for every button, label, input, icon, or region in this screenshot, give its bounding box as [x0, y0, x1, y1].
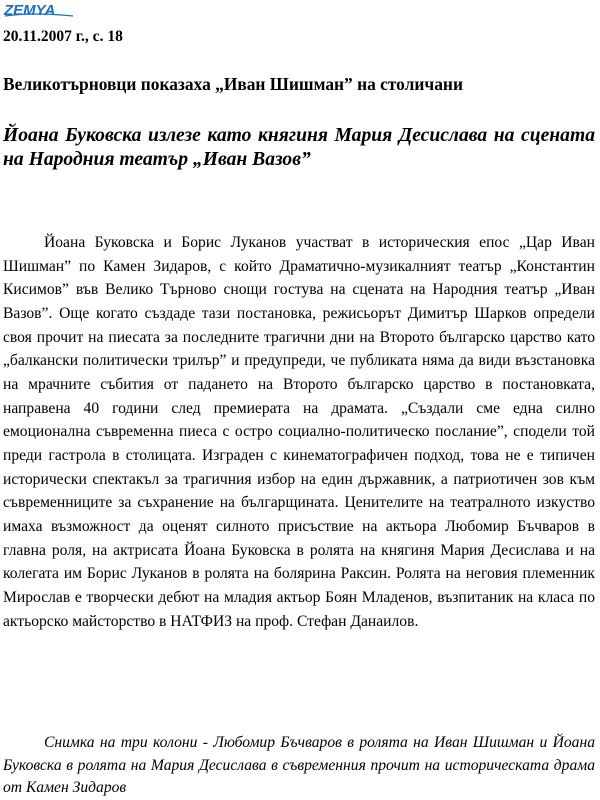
newspaper-logo	[3, 2, 123, 18]
article-headline: Великотърновци показаха „Иван Шишман” на столичани	[3, 74, 463, 94]
logo-graphic	[3, 2, 123, 18]
logo-wordmark: ZEMYA	[4, 2, 56, 18]
dateline: 20.11.2007 г., с. 18	[3, 28, 123, 45]
article-body: Йоана Буковска и Борис Луканов участват в историческия епос „Цар Иван Шишман” по Камен Зидаров, с който Драматично-музикалният театър „Константин Кисимов” във Велико Търново снощи гостува на сцената на Народния театър „Иван Вазов”. Още когато създаде тази постановка, режисьорът Димитър Шарков определи своя прочит на пиесата за последните трагични дни на Второто българско царство като „балкански политически трилър” и предупреди, че публиката няма да види възстановка на мрачните събития от падането на Второто българско царство в постановката, направена 40 години след премиерата на драмата. „Създали сме една силно емоционална съвременна пиеса с остро социално-политическо послание”, сподели той преди гастрола в столицата. Изграден с кинематографичен подход, това не е типичен исторически спектакъл за трагичния избор на един държавник, а патриотичен зов към съвременниците за съхранение на българщината. Ценителите на театралното изкуство имаха възможност да оценят силното присъствие на актьора Любомир Бъчваров в главна роля, на актрисата Йоана Буковска в ролята на княгиня Мария Десислава и на колегата им Борис Луканов в ролята на болярина Раксин. Ролята на неговия племенник Мирослав е творчески дебют на младия актьор Боян Младенов, възпитаник на класа по актьорско майсторство в НАТФИЗ на проф. Стефан Данаилов.	[3, 234, 595, 630]
photo-caption: Снимка на три колони - Любомир Бъчваров в ролята на Иван Шишман и Йоана Буковска в ролята на Мария Десислава в съвременния прочит на историческата драма от Камен Зидаров	[3, 734, 595, 796]
article-subtitle: Йоана Буковска излезе като княгиня Мария Десислава на сцената на Народния театър „Иван Вазов”	[3, 125, 595, 170]
